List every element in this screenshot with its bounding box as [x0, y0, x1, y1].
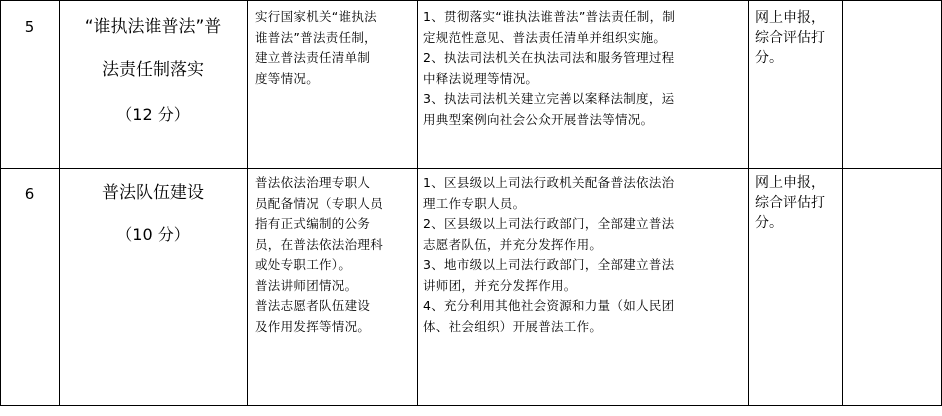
item-title-line: “谁执法谁普法”普 — [84, 17, 222, 37]
method-line: 网上申报， — [755, 175, 825, 191]
standard-line: 用典型案例向社会公众开展普法等情况。 — [423, 111, 654, 127]
standard-line: 3、执法司法机关建立完善以案释法制度，运 — [423, 91, 675, 106]
standard-line: 中释法说理等情况。 — [423, 70, 539, 86]
content-line: 员，在普法依法治理科 — [255, 236, 384, 252]
standard-line: 2、区县级以上司法行政部门，全部建立普法 — [423, 216, 675, 231]
standard-line: 定规范性意见、普法责任清单并组织实施。 — [423, 29, 667, 45]
item-content — [255, 7, 415, 89]
table-border-bottom — [0, 405, 942, 406]
standard-line: 理工作专职人员。 — [423, 195, 526, 211]
col-divider — [748, 0, 749, 406]
content-line: 建立普法责任清单制 — [255, 50, 371, 65]
method-line: 分。 — [755, 215, 783, 231]
row-divider — [0, 168, 942, 169]
content-line: 普法依法治理专职人 — [255, 175, 371, 190]
table-border-top — [0, 0, 942, 1]
col-divider — [417, 0, 418, 406]
standard-line: 3、地市级以上司法行政部门，全部建立普法 — [423, 257, 675, 272]
col-divider — [842, 0, 843, 406]
standard-line: 4、充分利用其他社会资源和力量（如人民团 — [423, 298, 675, 313]
item-standard — [423, 7, 745, 130]
standard-line: 体、社会组织）开展普法工作。 — [423, 318, 603, 334]
item-standard — [423, 173, 745, 337]
content-line: 普法讲师团情况。 — [255, 277, 358, 293]
item-method — [755, 173, 841, 233]
standard-line: 志愿者队伍，并充分发挥作用。 — [423, 236, 603, 252]
item-score: （10 分） — [116, 225, 190, 244]
content-line: 谁普法”普法责任制， — [255, 29, 377, 45]
method-line: 网上申报， — [755, 10, 825, 26]
content-line: 及作用发挥等情况。 — [255, 318, 371, 334]
content-line: 员配备情况（专职人员 — [255, 195, 384, 211]
item-title-line: 法责任制落实 — [102, 60, 204, 80]
standard-line: 1、区县级以上司法行政机关配备普法依法治 — [423, 175, 675, 190]
col-divider — [247, 0, 248, 406]
item-title-line: 普法队伍建设 — [102, 183, 204, 203]
content-line: 或处专职工作）。 — [255, 257, 352, 272]
item-score: （12 分） — [116, 105, 190, 124]
item-title — [59, 14, 247, 83]
item-method — [755, 8, 841, 68]
content-line: 度等情况。 — [255, 70, 320, 86]
standard-line: 1、贯彻落实“谁执法谁普法”普法责任制，制 — [423, 9, 676, 24]
content-line: 普法志愿者队伍建设 — [255, 298, 371, 313]
item-content — [255, 173, 415, 337]
content-line: 实行国家机关“谁执法 — [255, 9, 377, 24]
content-line: 指有正式编制的公务 — [255, 216, 371, 231]
standard-line: 讲师团，并充分发挥作用。 — [423, 277, 577, 293]
standard-line: 2、执法司法机关在执法司法和服务管理过程 — [423, 50, 675, 65]
method-line: 分。 — [755, 50, 783, 66]
col-divider — [0, 0, 1, 406]
method-line: 综合评估打 — [755, 195, 825, 211]
method-line: 综合评估打 — [755, 30, 825, 46]
item-title — [59, 180, 247, 206]
row-number: 5 — [24, 18, 35, 36]
row-number: 6 — [24, 185, 35, 203]
